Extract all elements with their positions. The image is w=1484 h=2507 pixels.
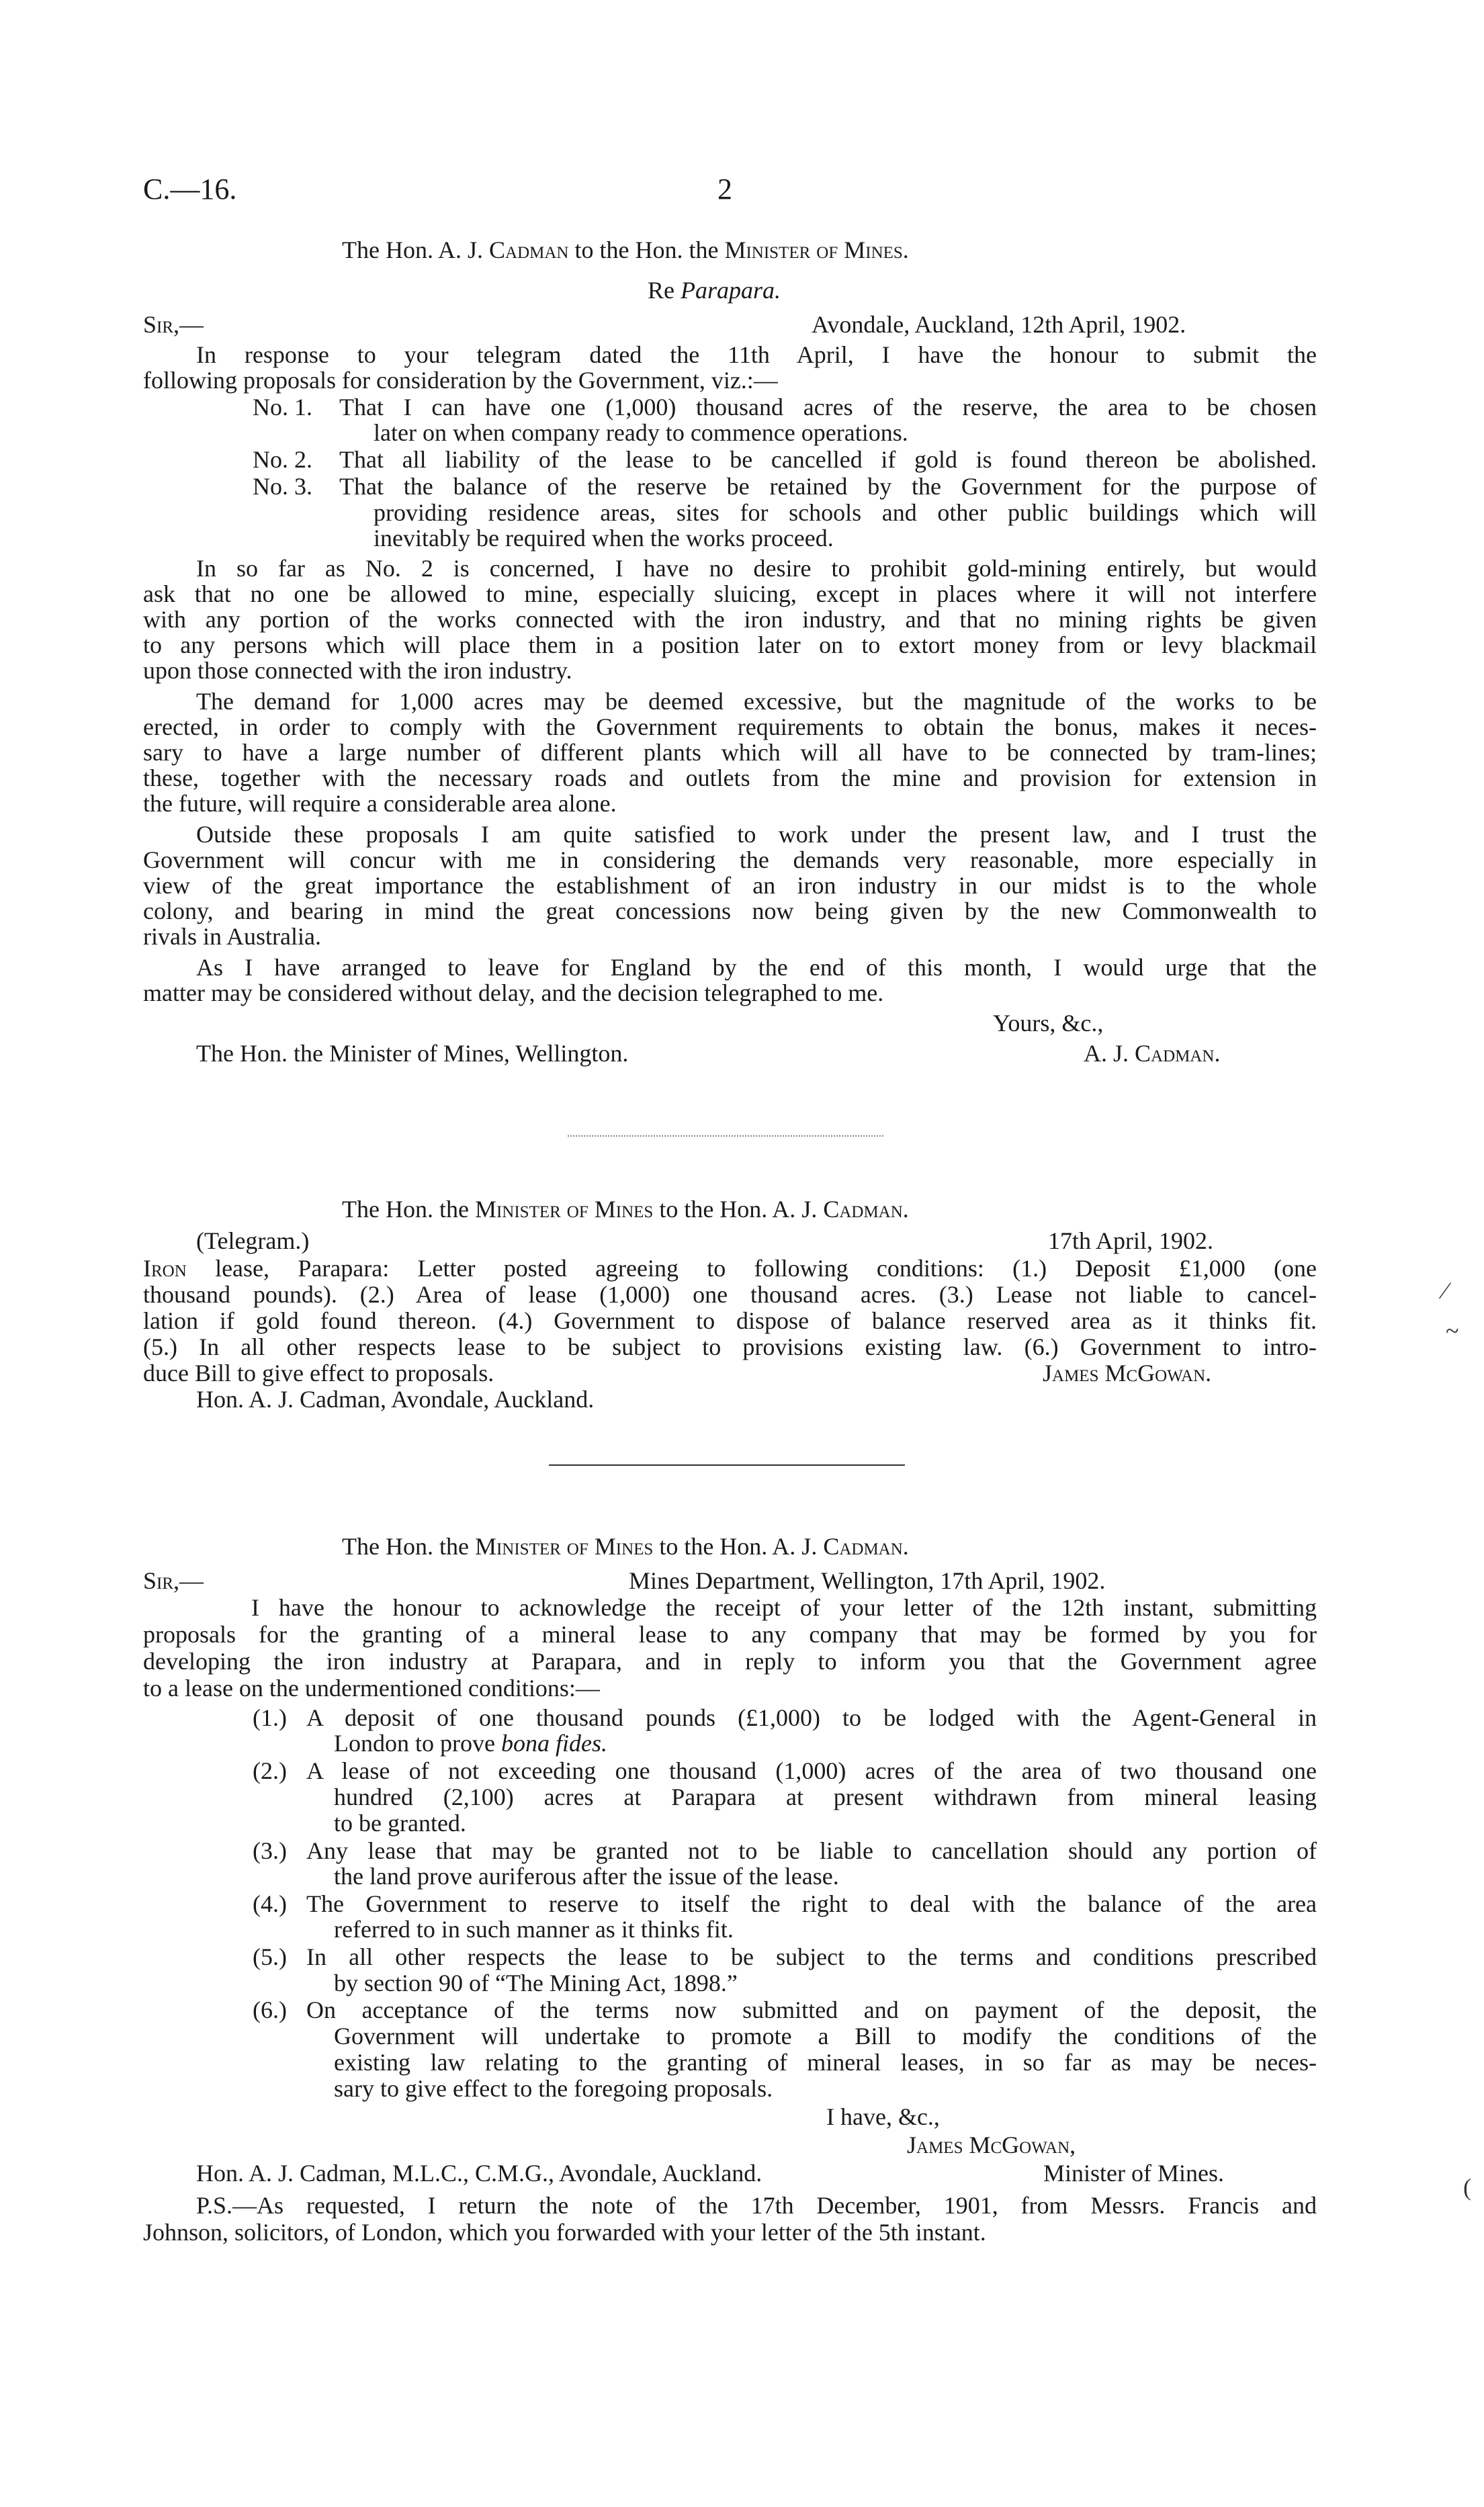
letter2-addressee: Hon. A. J. Cadman, Avondale, Auckland. <box>196 1386 595 1413</box>
condition-text: by section 90 of “The Mining Act, 1898.” <box>334 1970 738 1996</box>
page-number: 2 <box>717 173 732 206</box>
letter1-para2-line: ask that no one be allowed to mine, especially sluicing, except in places where it will not interfere <box>143 580 1317 607</box>
letter3-closing: I have, &c., <box>826 2103 940 2130</box>
letter1-intro-line: following proposals for consideration by the Government, viz.:— <box>143 367 778 394</box>
letter3-intro-line: I have the honour to acknowledge the receipt of your letter of the 12th instant, submitting <box>251 1594 1317 1621</box>
letter3-signature: James McGowan, <box>907 2131 1076 2158</box>
letter1-para3-line: The demand for 1,000 acres may be deemed excessive, but the magnitude of the works to be <box>196 688 1317 715</box>
proposal-text: inevitably be required when the works proceed. <box>374 525 834 552</box>
letter1-para3-line: the future, will require a considerable area alone. <box>143 790 617 817</box>
condition-text: referred to in such manner as it thinks fit. <box>334 1916 734 1943</box>
letter2-signature: James McGowan. <box>1043 1360 1212 1387</box>
condition-number: (4.) <box>253 1890 287 1917</box>
telegram-line: lation if gold found thereon. (4.) Government to dispose of balance reserved area as it thinks fit. <box>143 1307 1317 1334</box>
letter1-dateline: Avondale, Auckland, 12th April, 1902. <box>812 311 1186 338</box>
letter1-para4-line: rivals in Australia. <box>143 923 321 950</box>
proposal-text: providing residence areas, sites for schools and other public buildings which will <box>374 499 1317 526</box>
telegram-line: thousand pounds). (2.) Area of lease (1,000) one thousand acres. (3.) Lease not liable to cancel- <box>143 1281 1317 1308</box>
letter1-para4-line: colony, and bearing in mind the great concessions now being given by the new Commonwealth to <box>143 897 1317 924</box>
condition-text: On acceptance of the terms now submitted and on payment of the deposit, the <box>306 1996 1317 2023</box>
scan-mark: ( <box>1463 2174 1471 2201</box>
letter1-para5-line: matter may be considered without delay, and the decision telegraphed to me. <box>143 979 884 1006</box>
letter1-para2-line: upon those connected with the iron industry. <box>143 657 572 684</box>
letter1-para2-line: In so far as No. 2 is concerned, I have no desire to prohibit gold-mining entirely, but would <box>196 555 1317 582</box>
letter3-addressee: Hon. A. J. Cadman, M.L.C., C.M.G., Avondale, Auckland. <box>196 2160 762 2187</box>
condition-text: In all other respects the lease to be subject to the terms and conditions prescribed <box>306 1943 1317 1970</box>
proposal-number: No. 1. <box>253 394 312 421</box>
condition-text: The Government to reserve to itself the right to deal with the balance of the area <box>306 1890 1317 1917</box>
condition-text: Any lease that may be granted not to be liable to cancellation should any portion of <box>306 1837 1317 1864</box>
scan-mark: ~ <box>1446 1317 1459 1344</box>
condition-text: the land prove auriferous after the issue of the lease. <box>334 1863 839 1890</box>
postscript-line: P.S.—As requested, I return the note of the 17th December, 1901, from Messrs. Francis and <box>196 2192 1317 2219</box>
proposal-text: That I can have one (1,000) thousand acres of the reserve, the area to be chosen <box>339 394 1317 421</box>
letter1-intro-line: In response to your telegram dated the 11th April, I have the honour to submit the <box>196 341 1317 368</box>
letter1-heading: The Hon. A. J. Cadman to the Hon. the Minister of Mines. <box>342 236 909 263</box>
letter1-para4-line: Outside these proposals I am quite satisfied to work under the present law, and I trust the <box>196 821 1317 848</box>
condition-number: (2.) <box>253 1757 287 1784</box>
section-divider <box>568 1135 883 1137</box>
condition-number: (1.) <box>253 1704 287 1731</box>
condition-text: A lease of not exceeding one thousand (1,000) acres of the area of two thousand one <box>306 1757 1317 1784</box>
condition-number: (3.) <box>253 1837 287 1864</box>
condition-text: Government will undertake to promote a Bill to modify the conditions of the <box>334 2023 1317 2050</box>
letter1-para4-line: view of the great importance the establishment of an iron industry in our midst is to the whole <box>143 872 1317 899</box>
letter1-para3-line: erected, in order to comply with the Government requirements to obtain the bonus, makes it neces- <box>143 713 1317 740</box>
letter1-para5-line: As I have arranged to leave for England by the end of this month, I would urge that the <box>196 954 1317 981</box>
condition-text: London to prove bona fides. <box>334 1730 607 1757</box>
series-number: C.—16. <box>143 173 237 206</box>
condition-number: (5.) <box>253 1943 287 1970</box>
letter2-heading: The Hon. the Minister of Mines to the Hon. A. J. Cadman. <box>342 1196 909 1223</box>
proposal-text: later on when company ready to commence operations. <box>374 419 908 446</box>
letter2-date: 17th April, 1902. <box>1048 1227 1214 1254</box>
letter3-salutation: Sir,— <box>143 1567 204 1594</box>
letter1-closing: Yours, &c., <box>993 1010 1104 1037</box>
letter1-subject: Re Parapara. <box>648 277 781 304</box>
telegram-line: duce Bill to give effect to proposals. <box>143 1360 494 1387</box>
letter1-salutation: Sir,— <box>143 311 204 338</box>
letter1-addressee: The Hon. the Minister of Mines, Wellington. <box>196 1040 629 1067</box>
postscript-line: Johnson, solicitors, of London, which you forwarded with your letter of the 5th instant. <box>143 2219 986 2246</box>
proposal-number: No. 3. <box>253 473 312 500</box>
letter2-kind: (Telegram.) <box>196 1227 310 1254</box>
letter1-para2-line: to any persons which will place them in a position later on to extort money from or levy blackmail <box>143 631 1317 658</box>
letter1-para3-line: these, together with the necessary roads and outlets from the mine and provision for extension in <box>143 764 1317 791</box>
telegram-line: (5.) In all other respects lease to be subject to provisions existing law. (6.) Government to intro- <box>143 1333 1317 1360</box>
scan-mark: ⁄ <box>1443 1277 1448 1304</box>
letter1-para3-line: sary to have a large number of different plants which will all have to be connected by tram-lines; <box>143 739 1317 766</box>
condition-number: (6.) <box>253 1996 287 2023</box>
letter3-intro-line: developing the iron industry at Parapara, and in reply to inform you that the Government agree <box>143 1648 1317 1675</box>
proposal-number: No. 2. <box>253 446 312 473</box>
condition-text: existing law relating to the granting of mineral leases, in so far as may be neces- <box>334 2049 1317 2076</box>
letter3-signatory-title: Minister of Mines. <box>1043 2160 1224 2187</box>
condition-text: sary to give effect to the foregoing proposals. <box>334 2075 773 2102</box>
proposal-text: That all liability of the lease to be cancelled if gold is found thereon be abolished. <box>339 446 1317 473</box>
condition-text: A deposit of one thousand pounds (£1,000) to be lodged with the Agent-General in <box>306 1704 1317 1731</box>
telegram-line: Iron lease, Parapara: Letter posted agreeing to following conditions: (1.) Deposit £1,000 (one <box>143 1255 1317 1282</box>
letter3-dateline: Mines Department, Wellington, 17th April, 1902. <box>629 1567 1106 1594</box>
letter3-intro-line: proposals for the granting of a mineral lease to any company that may be formed by you for <box>143 1621 1317 1648</box>
letter1-para2-line: with any portion of the works connected with the iron industry, and that no mining rights be given <box>143 606 1317 633</box>
letter1-signature: A. J. Cadman. <box>1084 1040 1221 1067</box>
letter1-para4-line: Government will concur with me in considering the demands very reasonable, more especially in <box>143 846 1317 873</box>
letter3-intro-line: to a lease on the undermentioned conditions:— <box>143 1675 600 1702</box>
condition-text: hundred (2,100) acres at Parapara at present withdrawn from mineral leasing <box>334 1784 1317 1810</box>
section-divider <box>549 1464 905 1466</box>
condition-text: to be granted. <box>334 1810 466 1837</box>
letter3-heading: The Hon. the Minister of Mines to the Hon. A. J. Cadman. <box>342 1533 909 1560</box>
proposal-text: That the balance of the reserve be retained by the Government for the purpose of <box>339 473 1317 500</box>
